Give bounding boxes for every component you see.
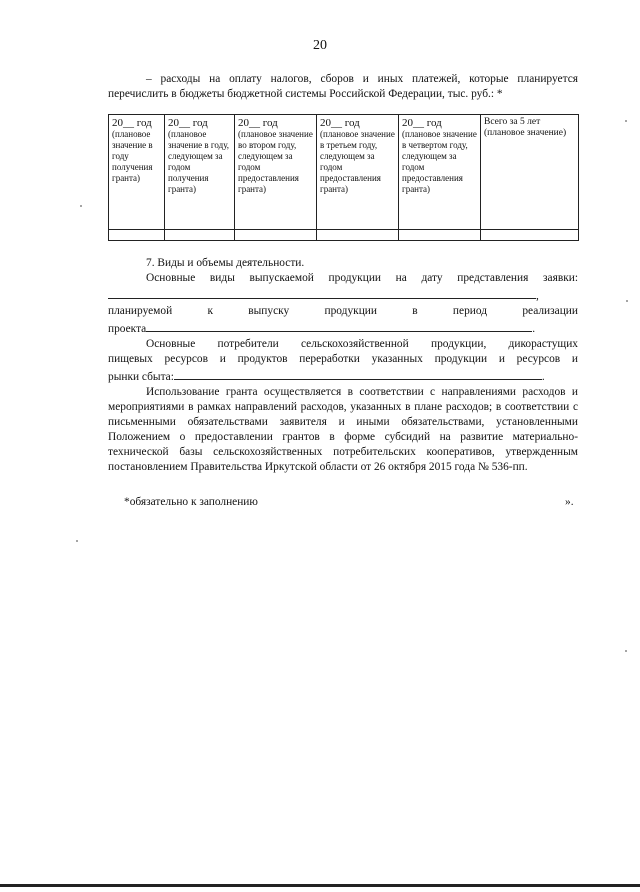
plan-col-year-4 bbox=[317, 115, 399, 230]
section-7 bbox=[108, 256, 578, 475]
markets-fill-blank[interactable] bbox=[174, 367, 542, 380]
plan-col-year-label: 20__ год bbox=[320, 117, 360, 129]
plan-col-total-note: (плановое значение) bbox=[484, 128, 567, 138]
plan-col-note: (плановое значение в году получения гранта) bbox=[112, 129, 153, 183]
plan-col-year-label: 20__ год bbox=[168, 117, 208, 129]
plan-col-year-2 bbox=[165, 115, 235, 230]
planned-line-1: планируемой к выпуску продукции в период реализации bbox=[108, 305, 578, 317]
plan-table-value-row bbox=[109, 230, 579, 241]
plan-table bbox=[108, 114, 579, 241]
planned-fill-blank[interactable] bbox=[146, 319, 532, 332]
closing-quote-mark: ». bbox=[565, 496, 574, 508]
plan-value-cell-total[interactable] bbox=[481, 230, 579, 241]
planned-line-2-end: . bbox=[532, 323, 536, 335]
grant-usage-paragraph: Использование гранта осуществляется в соответствии с направлениями расходов и мероприятиями в рамках направлений расходов, указанных в плане расходов; в соответствии с письменными обязательствами заявителя и иными обязательствами, установленными Положением о предоставлении грантов в форме субсидий на развитие материально-технической базы сельскохозяйственных потребительских кооперативов, утвержденным постановлением Правительства Иркутской области от 26 октября 2015 года № 536-пп. bbox=[108, 386, 578, 473]
plan-col-year-label: 20__ год bbox=[112, 117, 152, 129]
consumers-line-1: Основные потребители сельскохозяйственной продукции, дикорастущих bbox=[146, 338, 578, 350]
products-line-2-end: , bbox=[536, 290, 539, 302]
plan-value-cell-3[interactable] bbox=[235, 230, 317, 241]
plan-col-year-label: 20__ год bbox=[402, 117, 442, 129]
products-line-1: Основные виды выпускаемой продукции на дату представления заявки: bbox=[146, 272, 578, 284]
plan-value-cell-1[interactable] bbox=[109, 230, 165, 241]
consumers-line-3 bbox=[108, 367, 578, 385]
intro-paragraph bbox=[108, 72, 578, 102]
scan-speck bbox=[625, 650, 627, 652]
planned-line-2 bbox=[108, 319, 578, 337]
plan-col-note: (плановое значение в году, следующем за годом получения гранта) bbox=[168, 129, 230, 194]
scan-speck bbox=[76, 540, 78, 542]
plan-col-note: (плановое значение в четвертом году, следующем за годом предоставления гранта) bbox=[402, 129, 477, 194]
scan-speck bbox=[626, 300, 628, 302]
scan-speck bbox=[625, 120, 627, 122]
planned-line-2-start: проекта bbox=[108, 323, 147, 335]
plan-value-cell-4[interactable] bbox=[317, 230, 399, 241]
products-line-2 bbox=[108, 286, 578, 304]
scan-speck bbox=[80, 205, 82, 207]
plan-col-year-5 bbox=[399, 115, 481, 230]
plan-col-total-label: Всего за 5 лет bbox=[484, 117, 541, 127]
consumers-line-3-start: рынки сбыта: bbox=[108, 371, 174, 383]
consumers-line-2: пищевых ресурсов и продуктов переработки указанных продукции и ресурсов и bbox=[108, 353, 578, 365]
plan-col-year-label: 20__ год bbox=[238, 117, 278, 129]
scan-bottom-edge bbox=[0, 884, 640, 887]
intro-line-1: – расходы на оплату налогов, сборов и иных платежей, которые планируется bbox=[146, 73, 578, 85]
plan-table-header-row bbox=[109, 115, 579, 230]
plan-value-cell-2[interactable] bbox=[165, 230, 235, 241]
plan-col-note: (плановое значение в третьем году, следующем за годом предоставления гранта) bbox=[320, 129, 395, 194]
consumers-line-3-end: . bbox=[541, 371, 545, 383]
page-number: 20 bbox=[313, 38, 327, 53]
intro-line-2: перечислить в бюджеты бюджетной системы Российской Федерации, тыс. руб.: * bbox=[108, 88, 503, 100]
plan-value-cell-5[interactable] bbox=[399, 230, 481, 241]
section-7-heading: 7. Виды и объемы деятельности. bbox=[146, 257, 305, 269]
plan-col-year-1 bbox=[109, 115, 165, 230]
mandatory-footnote: *обязательно к заполнению bbox=[124, 496, 258, 508]
plan-col-total bbox=[481, 115, 579, 230]
products-fill-blank[interactable] bbox=[108, 286, 536, 299]
plan-col-note: (плановое значение во втором году, следующем за годом предоставления гранта) bbox=[238, 129, 313, 194]
plan-col-year-3 bbox=[235, 115, 317, 230]
